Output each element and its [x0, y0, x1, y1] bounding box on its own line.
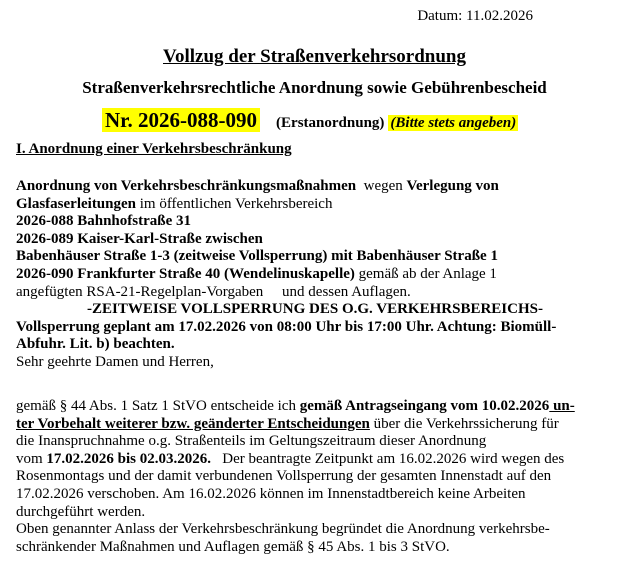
- decision-paragraph: [16, 398, 614, 556]
- paragraph-line: durchgeführt werden.: [16, 503, 146, 520]
- paragraph-line: die Inanspruchnahme o.g. Straßenteils im Geltungszeitraum dieser Anordnung: [16, 433, 487, 450]
- reference-number: Nr. 2026-088-090: [102, 108, 260, 132]
- order-type: (Erstanordnung): [276, 115, 385, 131]
- closure-notice: -ZEITWEISE VOLLSPERRUNG DES O.G. VERKEHRSBEREICHS-: [87, 301, 543, 318]
- salutation: Sehr geehrte Damen und Herren,: [16, 353, 214, 370]
- paragraph-line: ter Vorbehalt weiterer bzw. geänderter Entscheidungen über die Verkehrssicherung für: [16, 415, 559, 432]
- closure-date-line: Abfuhr. Lit. b) beachten.: [16, 336, 175, 353]
- order-line: angefügten RSA-21-Regelplan-Vorgaben und dessen Auflagen.: [16, 283, 411, 300]
- section-heading: I. Anordnung einer Verkehrsbeschränkung: [16, 141, 292, 157]
- closure-date-line: Vollsperrung geplant am 17.02.2026 von 08:00 Uhr bis 17:00 Uhr. Achtung: Biomüll-: [16, 318, 557, 335]
- order-line: 2026-090 Frankfurter Straße 40 (Wendelinuskapelle) gemäß ab der Anlage 1: [16, 265, 497, 282]
- reference-note: (Bitte stets angeben): [390, 115, 517, 131]
- document-subtitle: Straßenverkehrsrechtliche Anordnung sowie Gebührenbescheid: [82, 78, 547, 97]
- paragraph-line: 17.02.2026 verschoben. Am 16.02.2026 können im Innenstadtbereich keine Arbeiten: [16, 485, 526, 502]
- order-line: 2026-089 Kaiser-Karl-Straße zwischen: [16, 230, 263, 247]
- paragraph-line: Rosenmontags und der damit verbundenen Vollsperrung der gesamten Innenstadt auf den: [16, 468, 552, 485]
- order-line: Anordnung von Verkehrsbeschränkungsmaßnahmen wegen Verlegung von: [16, 178, 499, 194]
- order-line: Babenhäuser Straße 1-3 (zeitweise Vollsperrung) mit Babenhäuser Straße 1: [16, 248, 498, 265]
- order-line: Glasfaserleitungen im öffentlichen Verkehrsbereich: [16, 195, 333, 212]
- order-block: [16, 178, 614, 372]
- document-date: Datum: 11.02.2026: [417, 8, 533, 24]
- paragraph-line: schränkender Maßnahmen und Auflagen gemäß § 45 Abs. 1 bis 3 StVO.: [16, 538, 450, 555]
- order-line: 2026-088 Bahnhofstraße 31: [16, 213, 192, 230]
- paragraph-line: vom 17.02.2026 bis 02.03.2026. Der beantragte Zeitpunkt am 16.02.2026 wird wegen des: [16, 450, 565, 467]
- paragraph-line: Oben genannter Anlass der Verkehrsbeschränkung begründet die Anordnung verkehrsbe-: [16, 521, 550, 538]
- reference-line: [102, 108, 518, 133]
- paragraph-line: gemäß § 44 Abs. 1 Satz 1 StVO entscheide ich gemäß Antragseingang vom 10.02.2026 un-: [16, 398, 575, 414]
- document-title: Vollzug der Straßenverkehrsordnung: [163, 46, 466, 67]
